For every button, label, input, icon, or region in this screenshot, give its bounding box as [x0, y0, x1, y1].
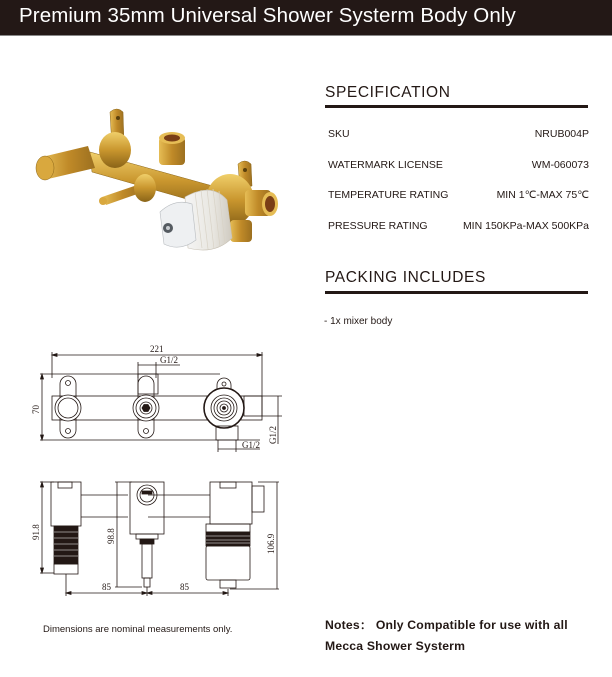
page-title: Premium 35mm Universal Shower Systerm Body Only	[19, 4, 516, 27]
dim-spacing-right: 85	[180, 582, 189, 592]
dim-left-height: 91.8	[31, 524, 41, 540]
dim-spacing-left: 85	[102, 582, 111, 592]
spec-label: PRESSURE RATING	[328, 220, 428, 232]
compatibility-note-line2: Mecca Shower Systerm	[325, 639, 466, 653]
packing-item: - 1x mixer body	[324, 316, 393, 327]
dim-right-height: 106.9	[266, 533, 276, 554]
dim-side-outlet: G1/2	[268, 426, 278, 444]
dim-bottom-outlet: G1/2	[242, 440, 260, 450]
technical-drawing	[20, 340, 300, 600]
product-image	[20, 60, 310, 260]
specification-heading: SPECIFICATION	[325, 84, 451, 101]
spec-label: TEMPERATURE RATING	[328, 189, 449, 201]
spec-value: MIN 150KPa-MAX 500KPa	[462, 220, 589, 232]
spec-value: WM-060073	[531, 159, 589, 171]
spec-label: WATERMARK LICENSE	[328, 159, 443, 171]
packing-divider	[325, 291, 588, 294]
spec-label: SKU	[328, 128, 350, 140]
dim-overall-width: 221	[150, 344, 164, 354]
dim-top-outlet: G1/2	[160, 355, 178, 365]
dimensions-disclaimer: Dimensions are nominal measurements only.	[43, 624, 233, 635]
title-bar	[0, 0, 612, 36]
side-view	[31, 482, 279, 596]
spec-value: NRUB004P	[534, 128, 589, 140]
specification-divider	[325, 105, 588, 108]
dim-height: 70	[31, 405, 41, 414]
front-view	[31, 344, 282, 452]
packing-heading: PACKING INCLUDES	[325, 269, 486, 286]
dim-middle-height: 98.8	[106, 528, 116, 544]
spec-value: MIN 1℃-MAX 75℃	[496, 189, 589, 201]
compatibility-note-line1: Notes： Only Compatible for use with all	[325, 618, 568, 632]
